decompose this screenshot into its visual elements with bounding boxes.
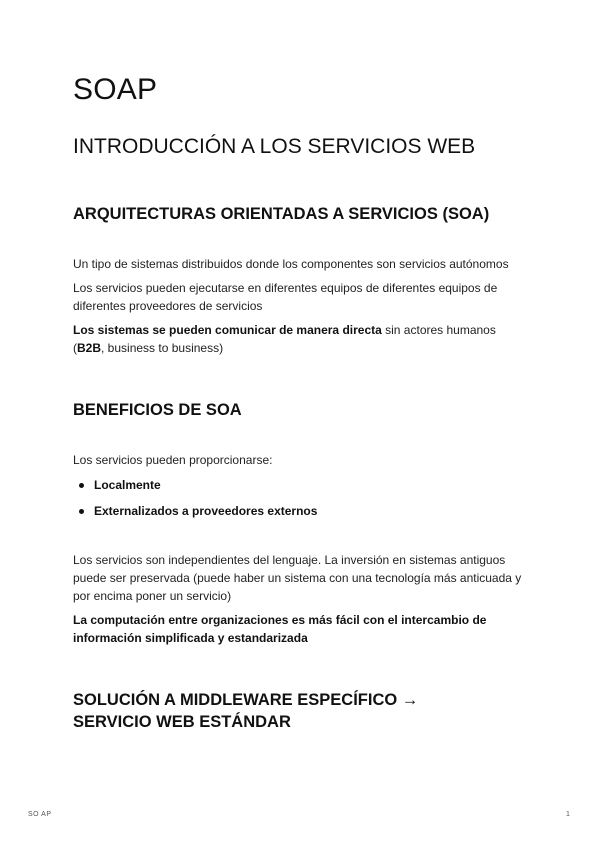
list-item-text: Localmente — [94, 478, 161, 492]
solution-heading-line-2: SERVICIO WEB ESTÁNDAR — [73, 713, 291, 731]
section-heading-solution — [73, 689, 533, 733]
footer-title: SO AP — [28, 811, 52, 818]
solution-heading-line-1: SOLUCIÓN A MIDDLEWARE ESPECÍFICO → — [73, 691, 419, 709]
b2b-term: B2B — [77, 341, 102, 355]
page-number: 1 — [566, 811, 570, 818]
chapter-heading: INTRODUCCIÓN A LOS SERVICIOS WEB — [73, 135, 476, 158]
bullet-icon — [79, 509, 84, 514]
list-item — [73, 502, 533, 528]
soa-paragraph-1: Un tipo de sistemas distribuidos donde los componentes son servicios autónomos — [73, 257, 509, 271]
benefits-paragraph-1: Los servicios son independientes del lenguaje. La inversión en sistemas antiguos puede ser preservada (puede haber un sistema con una tecnología más anticuada y por encima poner un servicio) — [73, 553, 522, 603]
soa-paragraph-2: Los servicios pueden ejecutarse en diferentes equipos de diferentes equipos de diferentes proveedores de servicios — [73, 281, 498, 313]
document-title: SOAP — [73, 73, 158, 106]
soa-paragraph-3-rest: sin actores humanos ( — [73, 323, 496, 355]
soa-paragraph-3 — [73, 321, 513, 357]
benefits-intro: Los servicios pueden proporcionarse: — [73, 453, 273, 467]
benefits-list — [73, 476, 533, 528]
soa-paragraph-3-end: , business to business) — [101, 341, 224, 355]
soa-paragraph-3-bold: Los sistemas se pueden comunicar de manera directa — [73, 323, 382, 337]
section-heading-benefits: BENEFICIOS DE SOA — [73, 401, 242, 419]
section-heading-soa: ARQUITECTURAS ORIENTADAS A SERVICIOS (SOA) — [73, 205, 490, 223]
list-item — [73, 476, 533, 502]
list-item-text: Externalizados a proveedores externos — [94, 504, 318, 518]
benefits-paragraph-2: La computación entre organizaciones es más fácil con el intercambio de información simplificada y estandarizada — [73, 613, 487, 645]
bullet-icon — [79, 483, 84, 488]
